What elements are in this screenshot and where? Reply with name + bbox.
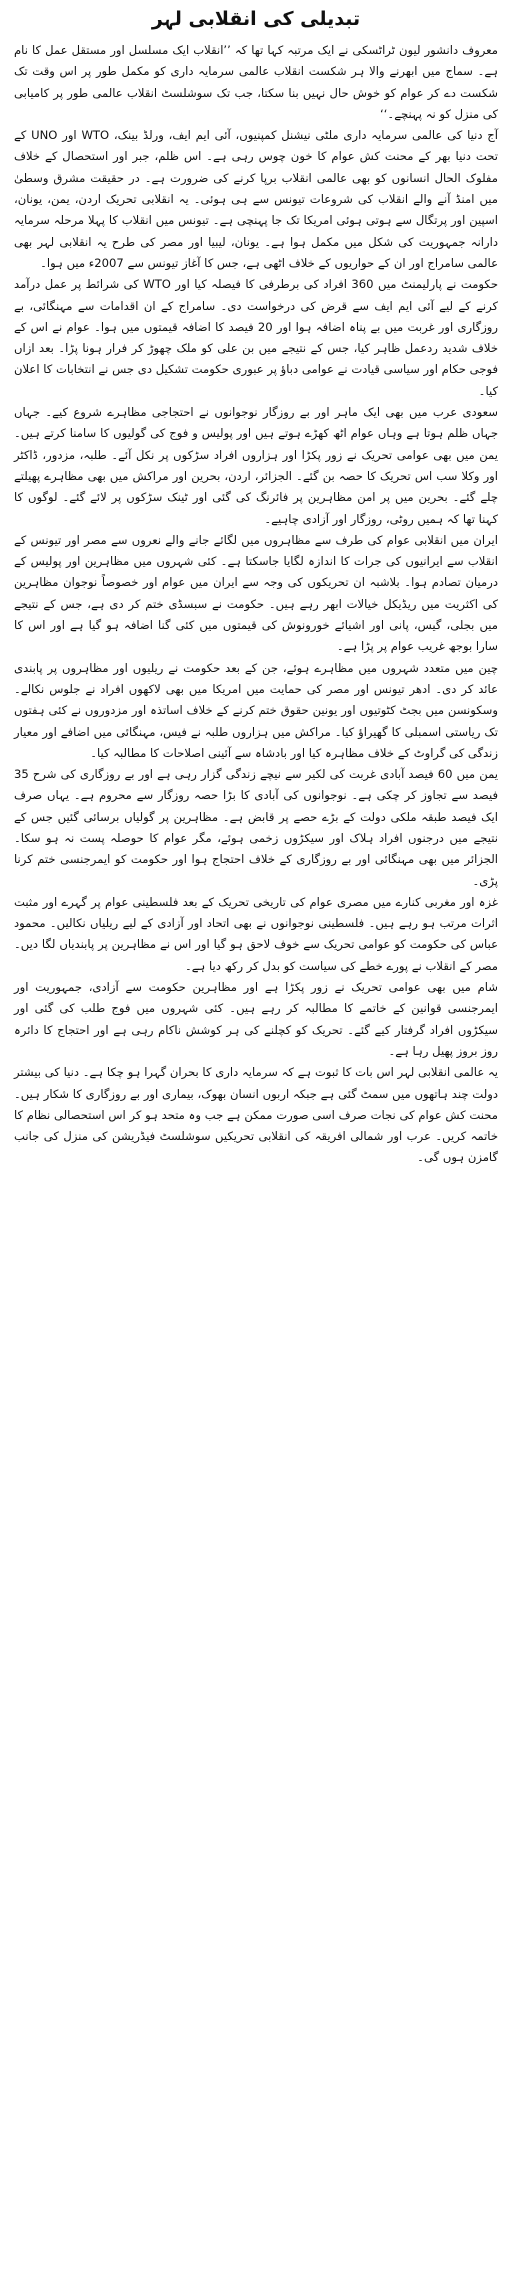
- paragraph: سعودی عرب میں بھی ایک ماہر اور بے روزگار نوجوانوں نے احتجاجی مظاہرے شروع کیے۔ جہاں جہاں ظلم ہوتا ہے وہاں عوام اٹھ کھڑے ہوتے ہیں اور پولیس و فوج کی گولیوں کا سامنا کرتے ہیں۔ یمن میں بھی عوامی تحریک نے زور پکڑا اور ہزاروں افراد سڑکوں پر نکل آئے۔ طلبہ، مزدور، ڈاکٹر اور وکلا سب اس تحریک کا حصہ بن گئے۔ الجزائر، اردن، بحرین اور مراکش میں بھی مظاہرے پھیلتے چلے گئے۔ بحرین میں پر امن مظاہرین پر فائرنگ کی گئی اور ٹینک سڑکوں پر لائے گئے۔ لوگوں کا کہنا تھا کہ ہمیں روٹی، روزگار اور آزادی چاہیے۔: [14, 405, 498, 526]
- paragraph: شام میں بھی عوامی تحریک نے زور پکڑا ہے اور مظاہرین حکومت سے آزادی، جمہوریت اور ایمرجنسی قوانین کے خاتمے کا مطالبہ کر رہے ہیں۔ کئی شہروں میں فوج طلب کی گئی اور سیکڑوں افراد گرفتار کیے گئے۔ تحریک کو کچلنے کی ہر کوشش ناکام رہی ہے اور احتجاج کا دائرہ روز بروز پھیل رہا ہے۔: [14, 980, 498, 1058]
- paragraph: غزہ اور مغربی کنارے میں مصری عوام کی تاریخی تحریک کے بعد فلسطینی عوام پر گہرے اور مثبت اثرات مرتب ہو رہے ہیں۔ فلسطینی نوجوانوں نے بھی اتحاد اور آزادی کے لیے ریلیاں نکالیں۔ محمود عباس کی حکومت کو عوامی تحریک سے خوف لاحق ہو گیا اور اس نے مظاہرین پر پابندیاں لگا دیں۔ مصر کے انقلاب نے پورے خطے کی سیاست کو بدل کر رکھ دیا ہے۔: [14, 894, 498, 973]
- paragraph: ایران میں انقلابی عوام کی طرف سے مظاہروں میں لگائے جانے والے نعروں سے مصر اور تیونس کے انقلاب سے ایرانیوں کی جرات کا اندازہ لگایا جاسکتا ہے۔ کئی شہروں میں مظاہرین اور پولیس کے درمیان تصادم ہوا۔ بلاشبہ ان تحریکوں کی وجہ سے ایران میں عوام اور خصوصاً نوجوان مظاہرین کی اکثریت میں ریڈیکل خیالات ابھر رہے ہیں۔ حکومت نے سبسڈی ختم کر دی ہے، جس کے نتیجے میں بجلی، گیس، پانی اور اشیائے خورونوش کی قیمتوں میں کئی گنا اضافہ ہو گیا ہے اور اس کا سارا بوجھ غریب عوام پر پڑا ہے۔: [14, 532, 498, 654]
- paragraph: حکومت نے پارلیمنٹ میں 360 افراد کی برطرفی کا فیصلہ کیا اور WTO کی شرائط پر عمل درآمد کرنے کے لیے آئی ایم ایف سے قرض کی درخواست دی۔ سامراج کے ان اقدامات سے مہنگائی، بے روزگاری اور غربت میں بے پناہ اضافہ ہوا اور 20 فیصد کا اضافہ قیمتوں میں ہوا۔ عوام نے اس کے خلاف شدید ردعمل ظاہر کیا، جس کے نتیجے میں بن علی کو ملک چھوڑ کر فرار ہونا پڑا۔ بعد ازاں فوجی حکام اور سیاسی قیادت نے عوامی دباؤ پر عبوری حکومت تشکیل دی جس نے انتخابات کا اعلان کیا۔: [14, 277, 498, 398]
- paragraph: چین میں متعدد شہروں میں مظاہرے ہوئے، جن کے بعد حکومت نے ریلیوں اور مظاہروں پر پابندی عائد کر دی۔ ادھر تیونس اور مصر کی حمایت میں امریکا میں بھی لاکھوں افراد نے جلوس نکالے۔ وسکونسن میں بجٹ کٹوتیوں اور یونین حقوق ختم کرنے کے خلاف اساتذہ اور مزدوروں نے کئی ہفتوں تک ریاستی اسمبلی کا گھیراؤ کیا۔ مراکش میں ہزاروں طلبہ نے فیس، مہنگائی میں اضافے اور معیار زندگی کی گراوٹ کے خلاف مظاہرہ کیا اور بادشاہ سے آئینی اصلاحات کا مطالبہ کیا۔: [14, 660, 498, 760]
- paragraph: معروف دانشور لیون ٹراٹسکی نے ایک مرتبہ کہا تھا کہ ’’انقلاب ایک مسلسل اور مستقل عمل کا نام ہے۔ سماج میں ابھرنے والا ہر شکست انقلاب عالمی سرمایہ داری کو مکمل طور پر اس وقت تک شکست دے کر عوام کو خوش حال نہیں بنا سکتا، جب تک سوشلسٹ انقلاب عالمی طور پر کامیابی کی منزل کو نہ پہنچے۔‘‘: [14, 43, 498, 121]
- article-title: تبدیلی کی انقلابی لہر: [151, 8, 361, 30]
- article-body: [14, 40, 498, 1169]
- paragraph: آج دنیا کی عالمی سرمایہ داری ملٹی نیشنل کمپنیوں، آئی ایم ایف، ورلڈ بینک، WTO اور UNO کے تحت دنیا بھر کے محنت کش عوام کا خون چوس رہی ہے۔ اس ظلم، جبر اور استحصال کے خلاف مفلوک الحال انسانوں کو بھی عالمی انقلاب برپا کرنے کی ضرورت ہے۔ در حقیقت مشرق وسطیٰ میں امنڈ آنے والے انقلاب کی شروعات تیونس سے ہی ہوئی۔ یہ انقلابی تحریک اردن، یمن، یونان، اسپین اور پرتگال سے ہوتی ہوئی امریکا تک جا پہنچی ہے۔ تیونس میں انقلاب کا پہلا مرحلہ سرمایہ دارانہ جمہوریت کی شکل میں مکمل ہوا ہے۔ یونان، لیبیا اور مصر کی طرح یہ انقلابی لہر بھی عالمی سامراج اور ان کے حواریوں کے خلاف اٹھی ہے، جس کا آغاز تیونس سے 2007ء میں ہوا۔: [14, 128, 499, 270]
- paragraph: یمن میں 60 فیصد آبادی غربت کی لکیر سے نیچے زندگی گزار رہی ہے اور بے روزگاری کی شرح 35 فیصد سے تجاوز کر چکی ہے۔ نوجوانوں کی آبادی کا بڑا حصہ روزگار سے محروم ہے۔ یہاں صرف ایک فیصد طبقہ ملکی دولت کے بڑے حصے پر قابض ہے۔ مظاہرین پر گولیاں برسائی گئیں جس کے نتیجے میں درجنوں افراد ہلاک اور سیکڑوں زخمی ہوئے، مگر عوام کا حوصلہ پست نہ ہو سکا۔ الجزائر میں بھی مہنگائی اور بے روزگاری کے خلاف احتجاج ہوا اور حکومت کو ایمرجنسی ختم کرنا پڑی۔: [14, 767, 498, 888]
- paragraph: یہ عالمی انقلابی لہر اس بات کا ثبوت ہے کہ سرمایہ داری کا بحران گہرا ہو چکا ہے۔ دنیا کی بیشتر دولت چند ہاتھوں میں سمٹ گئی ہے جبکہ اربوں انسان بھوک، بیماری اور بے روزگاری کا شکار ہیں۔ محنت کش عوام کی نجات صرف اسی صورت ممکن ہے جب وہ متحد ہو کر اس استحصالی نظام کا خاتمہ کریں۔ عرب اور شمالی افریقہ کی انقلابی تحریکیں سوشلسٹ فیڈریشن کی منزل کی جانب گامزن ہوں گی۔: [14, 1065, 498, 1165]
